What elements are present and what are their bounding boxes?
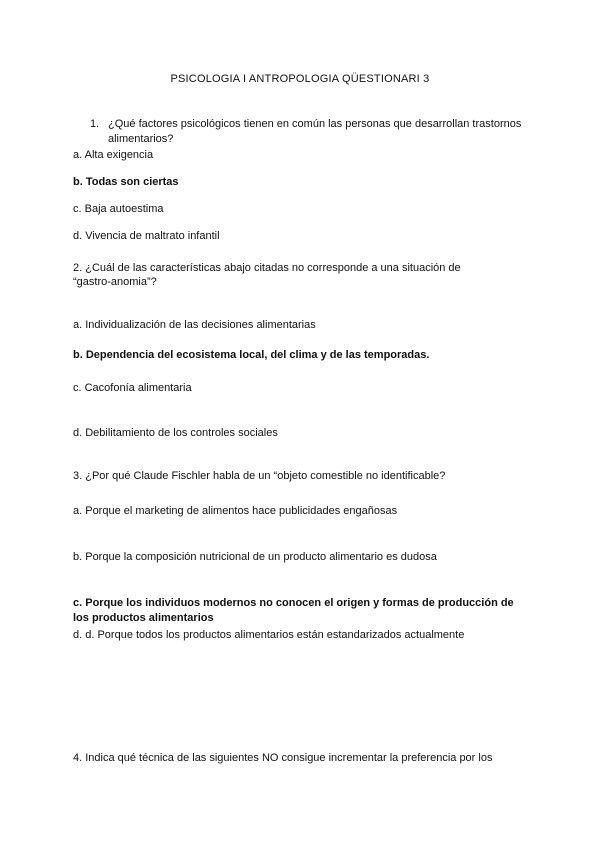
q3-option-d: d. d. Porque todos los productos alimentarios están estandarizados actualmente (73, 629, 465, 641)
q1-option-c: c. Baja autoestima (73, 203, 164, 215)
q1-number: 1. (90, 118, 100, 130)
q3-text: 3. ¿Por qué Claude Fischler habla de un “objeto comestible no identificable? (73, 470, 446, 482)
page-title: PSICOLOGIA I ANTROPOLOGIA QÜESTIONARI 3 (170, 73, 430, 85)
q1-text-line2: alimentarios? (108, 133, 174, 145)
q1-option-a: a. Alta exigencia (73, 149, 154, 161)
q1-text-line1: ¿Qué factores psicológicos tienen en común las personas que desarrollan trastornos (108, 118, 522, 130)
q3-option-b: b. Porque la composición nutricional de un producto alimentario es dudosa (73, 551, 437, 563)
q3-option-a: a. Porque el marketing de alimentos hace publicidades engañosas (73, 505, 398, 517)
q2-text-line2: “gastro-anomia”? (73, 276, 157, 288)
q3-option-c-line1: c. Porque los individuos modernos no conocen el origen y formas de producción de (73, 597, 514, 609)
q1-option-b: b. Todas son ciertas (73, 176, 179, 188)
q2-option-b: b. Dependencia del ecosistema local, del clima y de las temporadas. (73, 349, 430, 361)
q3-option-c-line2: los productos alimentarios (73, 612, 214, 624)
q2-option-d: d. Debilitamiento de los controles sociales (73, 427, 278, 439)
q2-text-line1: 2. ¿Cuál de las características abajo citadas no corresponde a una situación de (73, 262, 461, 274)
q1-option-d: d. Vivencia de maltrato infantil (73, 230, 220, 242)
q2-option-c: c. Cacofonía alimentaria (73, 382, 192, 394)
q2-option-a: a. Individualización de las decisiones alimentarias (73, 319, 316, 331)
q4-text: 4. Indica qué técnica de las siguientes NO consigue incrementar la preferencia por los (73, 752, 493, 764)
